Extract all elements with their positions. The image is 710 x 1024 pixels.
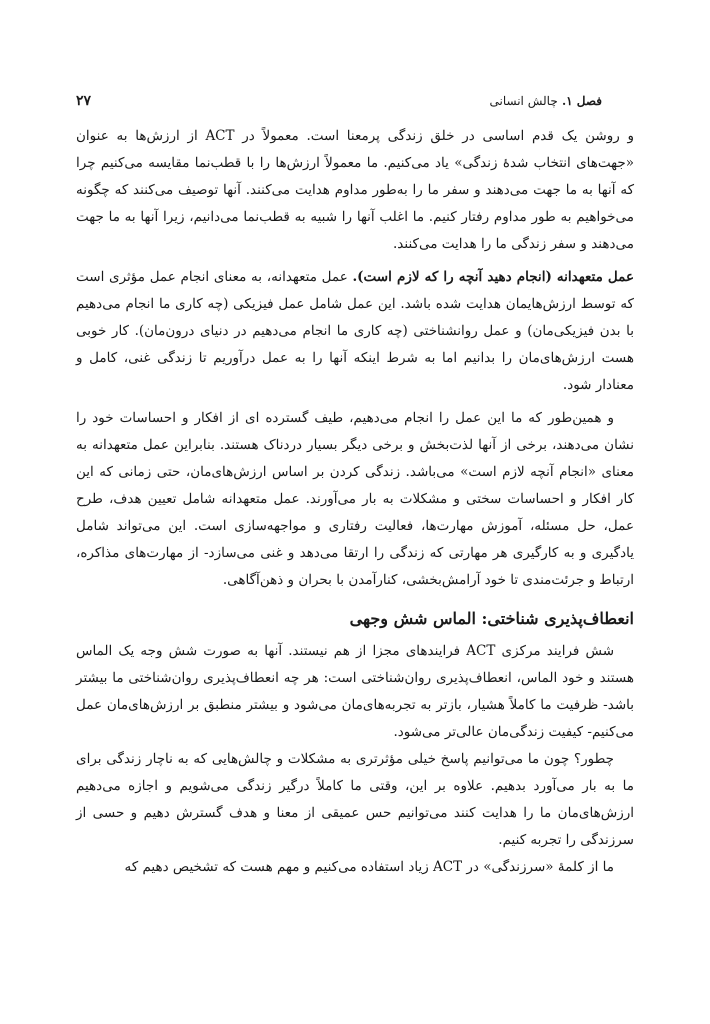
committed-action-term: عمل متعهدانه (انجام دهید آنچه را که لازم است). xyxy=(352,269,634,285)
chapter-name: چالش انسانی xyxy=(489,94,558,108)
page-number: ۲۷ xyxy=(76,93,92,109)
body-text xyxy=(76,123,634,881)
chapter-label: فصل ۱. xyxy=(561,94,602,108)
paragraph-vitality: ما از کلمهٔ «سرزندگی» در ACT زیاد استفاده می‌کنیم و مهم هست که تشخیص دهیم که xyxy=(124,859,614,875)
committed-action-text: عمل متعهدانه، به معنای انجام عمل مؤثری است که توسط ارزش‌هایمان هدایت شده باشد. این عمل شامل عمل فیزیکی (چه کاری ما انجام می‌دهیم با بدن فیزیکی‌مان) و عمل روانشناختی (چه کاری ما انجام می‌دهیم در دنیای درون‌مان). کار خوبی هست ارزش‌های‌مان را بدانیم اما به شرط اینکه آنها را به عمل درآوریم تا زندگی غنی، کامل و معنادار شود. xyxy=(76,269,634,393)
paragraph-committed-action-detail: و همین‌طور که ما این عمل را انجام می‌دهیم، طیف گسترده ای از افکار و احساسات خود را نشان می‌دهند، برخی از آنها لذت‌بخش و برخی دیگر بسیار دردناک هستند. بنابراین عمل متعهدانه به معنای «انجام آنچه لازم است» می‌باشد. زندگی کردن بر اساس ارزش‌های‌مان، حتی زمانی که این کار افکار و احساسات سختی و مشکلات به بار می‌آورند. عمل متعهدانه شامل تعیین هدف، طرح عمل، حل مسئله، آموزش مهارت‌ها، فعالیت رفتاری و مواجهه‌سازی است. این می‌تواند شامل یادگیری و به کارگیری هر مهارتی که زندگی را ارتقا می‌دهد و غنی می‌سازد- از مهارت‌های مذاکره، ارتباط و جرئت‌مندی تا خود آرامش‌بخشی، کنارآمدن با بحران و ذهن‌آگاهی. xyxy=(76,410,634,588)
paragraph-values: و روشن یک قدم اساسی در خلق زندگی پرمعنا است. معمولاً در ACT از ارزش‌ها به عنوان «جهت‌های انتخاب شدهٔ زندگی» یاد می‌کنیم. ما معمولاً ارزش‌ها را با قطب‌نما مقایسه می‌کنیم چرا که آنها به ما جهت می‌دهند و سفر ما را به‌طور مداوم هدایت می‌کنند. آنها توصیف می‌کنند که چگونه می‌خواهیم به طور مداوم رفتار کنیم. ما اغلب آنها را شبیه به قطب‌نما می‌دانیم، زیرا آنها به ما جهت می‌دهند و سفر زندگی ما را هدایت می‌کنند. xyxy=(76,128,634,252)
chapter-title xyxy=(490,94,602,108)
section-heading: انعطاف‌پذیری شناختی: الماس شش وجهی xyxy=(349,609,634,628)
paragraph-committed-action xyxy=(76,264,634,399)
paragraph-hexaflex: شش فرایند مرکزی ACT فرایندهای مجزا از هم نیستند. آنها به صورت شش وجه یک الماس هستند و خود الماس، انعطاف‌پذیری روان‌شناختی است: هر چه انعطاف‌پذیری روان‌شناختی ما بیشتر باشد- ظرفیت ما کاملاً هشیار، بازتر به تجربه‌های‌مان می‌شود و بیشتر منطبق بر ارزش‌های‌مان عمل می‌کنیم- کیفیت زندگی‌مان عالی‌تر می‌شود. xyxy=(76,643,634,740)
paragraph-how: چطور؟ چون ما می‌توانیم پاسخ خیلی مؤثرتری به مشکلات و چالش‌هایی که به ناچار زندگی برای ما به بار می‌آورد بدهیم. علاوه بر این، وقتی ما کاملاً درگیر زندگی می‌شویم و اجازه می‌دهیم ارزش‌های‌مان ما را هدایت کنند می‌توانیم حس عمیقی از معنا و هدف گسترش دهیم و حسی از سرزندگی را تجربه کنیم. xyxy=(76,751,634,848)
running-header xyxy=(76,93,602,109)
